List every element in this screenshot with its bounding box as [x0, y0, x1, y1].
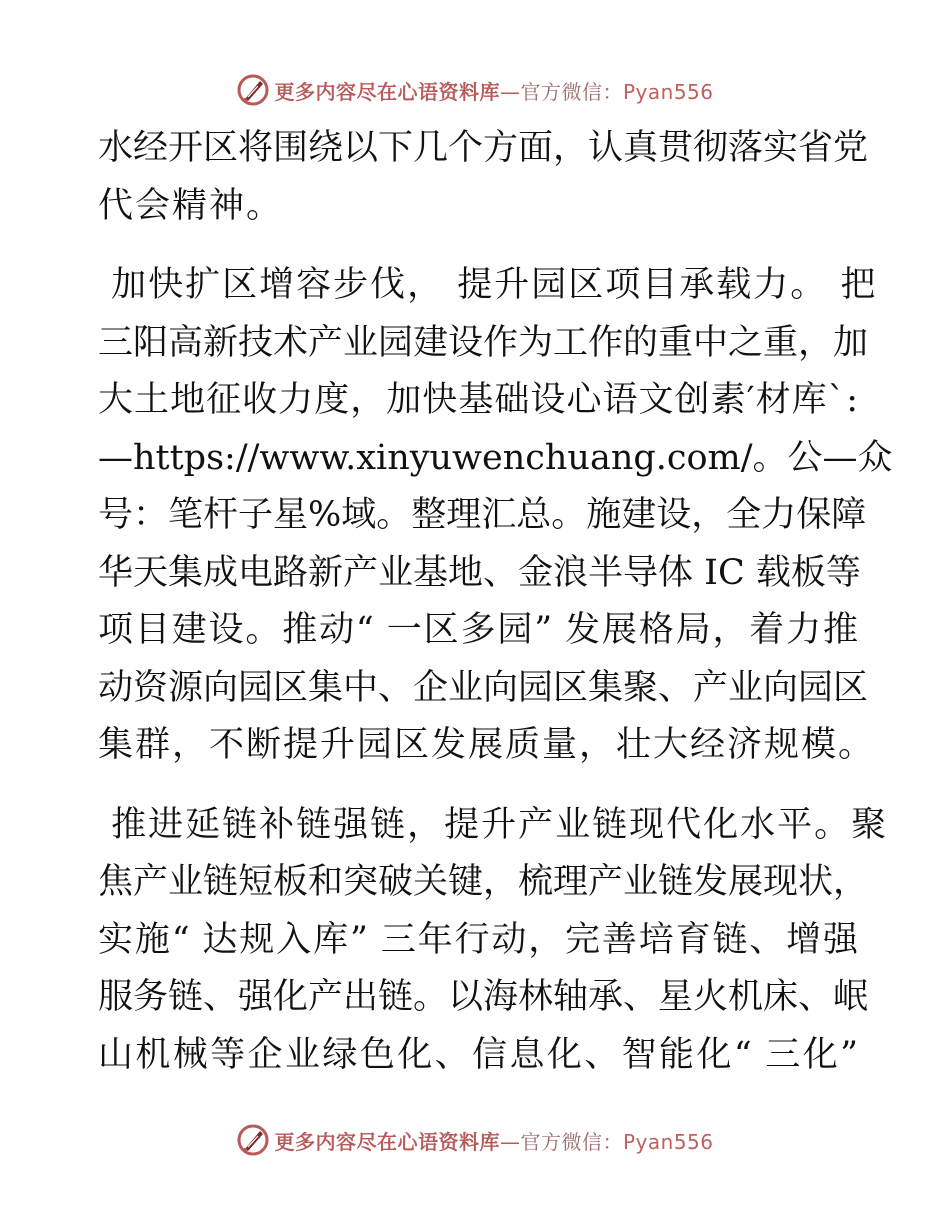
quill-pen-circle-icon	[236, 1123, 270, 1157]
footer-brand: 更多内容尽在心语资料库	[274, 1129, 500, 1154]
header-watermark	[0, 70, 950, 110]
text-line: 加快扩区增容步伐， 提升园区项目承载力。 把	[98, 265, 878, 305]
text-line: 水经开区将围绕以下几个方面，认真贯彻落实省党	[98, 128, 869, 168]
text-line: 三阳高新技术产业园建设作为工作的重中之重，加	[98, 322, 869, 363]
paragraph-2	[98, 257, 893, 775]
text-line: 推进延链补链强链，提升产业链现代化水平。聚	[98, 804, 889, 845]
text-line: 焦产业链短板和突破关键，梳理产业链发展现状，	[98, 862, 869, 902]
footer-wechat-id: Pyan556	[622, 1129, 714, 1154]
header-label: 官方微信：	[520, 79, 623, 104]
text-line: 项目建设。推动“ 一区多园” 发展格局，着力推	[98, 610, 858, 650]
text-line: 华天集成电路新产业基地、金浪半导体 IC 载板等	[98, 552, 861, 593]
footer-text	[274, 1126, 713, 1155]
header-text	[274, 76, 713, 105]
text-line: 实施“ 达规入库” 三年行动，完善培育链、增强	[98, 919, 858, 960]
text-line: 服务链、强化产出链。以海林轴承、星火机床、岷	[98, 977, 869, 1017]
text-line: 代会精神。	[98, 185, 284, 226]
header-separator: —	[499, 79, 521, 104]
text-line: 山机械等企业绿色化、信息化、智能化“ 三化”	[98, 1034, 858, 1075]
paragraph-3	[98, 797, 889, 1085]
text-line: —https://www.xinyuwenchuang.com/。公—众	[98, 437, 893, 478]
text-line: 号：笔杆子星%域。整理汇总。施建设，全力保障	[98, 495, 867, 535]
text-line: 集群，不断提升园区发展质量，壮大经济规模。	[98, 725, 876, 765]
header-wechat-id: Pyan556	[622, 79, 714, 104]
footer-label: 官方微信：	[520, 1129, 623, 1154]
header-brand: 更多内容尽在心语资料库	[274, 79, 500, 104]
footer-watermark	[0, 1120, 950, 1160]
paragraph-1	[98, 120, 869, 235]
text-line: 大土地征收力度，加快基础设心语文创素′材库ˋ:	[98, 380, 858, 420]
footer-separator: —	[499, 1129, 521, 1154]
text-line: 动资源向园区集中、企业向园区集聚、产业向园区	[98, 667, 869, 708]
document-body	[98, 120, 893, 1084]
quill-pen-circle-icon	[236, 73, 270, 107]
